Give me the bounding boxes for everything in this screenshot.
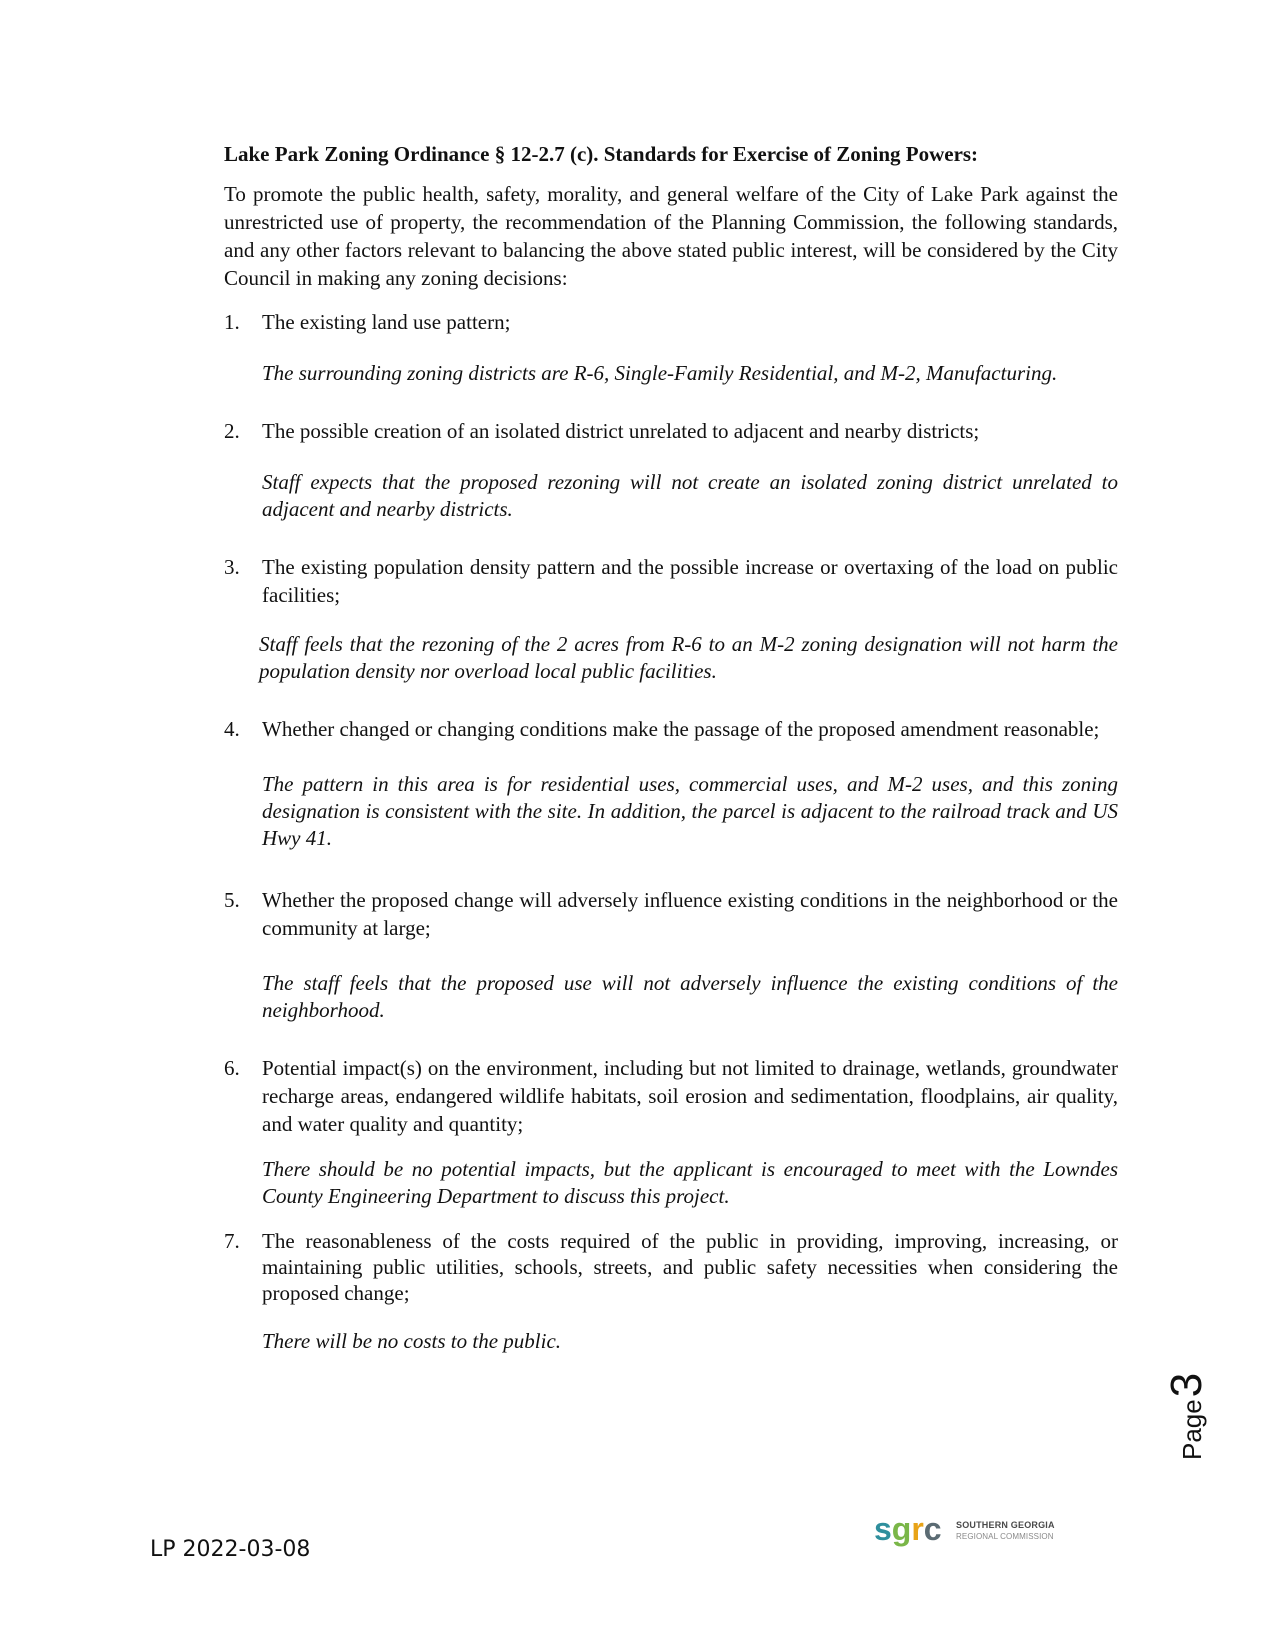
logo-letter-s: s <box>874 1512 892 1547</box>
standard-text: Whether changed or changing conditions make the passage of the proposed amendment reasonable; <box>262 717 1100 741</box>
item-number: 3. <box>224 555 240 579</box>
sgrc-logo-mark <box>874 1512 950 1550</box>
logo-line-2: REGIONAL COMMISSION <box>956 1532 1054 1541</box>
staff-response-1: The surrounding zoning districts are R-6, Single-Family Residential, and M-2, Manufacturing. <box>262 361 1058 385</box>
standard-text: The existing land use pattern; <box>262 310 511 334</box>
page-number <box>1162 1373 1212 1460</box>
staff-response-5: The staff feels that the proposed use will not adversely influence the existing conditions of the neighborhood. <box>262 971 1118 1022</box>
item-number: 7. <box>224 1229 240 1253</box>
logo-letter-r: r <box>911 1512 924 1547</box>
staff-response-4: The pattern in this area is for residential uses, commercial uses, and M-2 uses, and this zoning designation is consistent with the site. In addition, the parcel is adjacent to the railroad track and US Hwy 41. <box>262 772 1118 850</box>
page-number-value: 3 <box>1162 1372 1211 1398</box>
intro-paragraph: To promote the public health, safety, morality, and general welfare of the City of Lake Park against the unrestricted use of property, the recommendation of the Planning Commission, the following standards, and any other factors relevant to balancing the above stated public interest, will be considered by the City Council in making any zoning decisions: <box>224 182 1118 290</box>
standard-text: The existing population density pattern and the possible increase or overtaxing of the load on public facilities; <box>262 555 1118 607</box>
svg-text:sgrc <box>874 1512 942 1547</box>
page-label: Page <box>1177 1399 1207 1460</box>
standard-item-3 <box>224 553 1118 609</box>
standard-text: Whether the proposed change will adversely influence existing conditions in the neighborhood or the community at large; <box>262 888 1118 940</box>
standard-item-6 <box>224 1054 1118 1138</box>
standard-item-4 <box>224 715 1118 743</box>
logo-text <box>956 1520 1055 1542</box>
case-id: LP 2022-03-08 <box>150 1537 311 1562</box>
standard-item-2 <box>224 417 1118 445</box>
staff-response-3: Staff feels that the rezoning of the 2 acres from R-6 to an M-2 zoning designation will not harm the population density nor overload local public facilities. <box>259 632 1118 683</box>
logo-letter-g: g <box>891 1512 912 1547</box>
logo-letter-c: c <box>923 1512 942 1547</box>
section-heading: Lake Park Zoning Ordinance § 12-2.7 (c). Standards for Exercise of Zoning Powers: <box>224 142 979 166</box>
staff-response-6: There should be no potential impacts, but the applicant is encouraged to meet with the Lowndes County Engineering Department to discuss this project. <box>262 1157 1118 1208</box>
standard-item-5 <box>224 886 1118 942</box>
logo-line-1: SOUTHERN GEORGIA <box>956 1520 1055 1530</box>
item-number: 1. <box>224 310 240 334</box>
staff-response-2: Staff expects that the proposed rezoning will not create an isolated zoning district unrelated to adjacent and nearby districts. <box>262 470 1118 521</box>
standard-text: Potential impact(s) on the environment, including but not limited to drainage, wetlands, groundwater recharge areas, endangered wildlife habitats, soil erosion and sedimentation, floodplains, air quality, and water quality and quantity; <box>262 1056 1118 1136</box>
standard-text: The reasonableness of the costs required of the public in providing, improving, increasing, or maintaining public utilities, schools, streets, and public safety necessities when considering the proposed change; <box>262 1229 1118 1305</box>
document-body <box>224 140 1118 1355</box>
staff-response-7: There will be no costs to the public. <box>262 1329 562 1353</box>
standard-item-7 <box>224 1228 1118 1306</box>
item-number: 6. <box>224 1056 240 1080</box>
item-number: 2. <box>224 419 240 443</box>
item-number: 5. <box>224 888 240 912</box>
standard-item-1 <box>224 308 1118 336</box>
sgrc-logo <box>874 1509 1074 1553</box>
standard-text: The possible creation of an isolated district unrelated to adjacent and nearby districts; <box>262 419 980 443</box>
item-number: 4. <box>224 717 240 741</box>
